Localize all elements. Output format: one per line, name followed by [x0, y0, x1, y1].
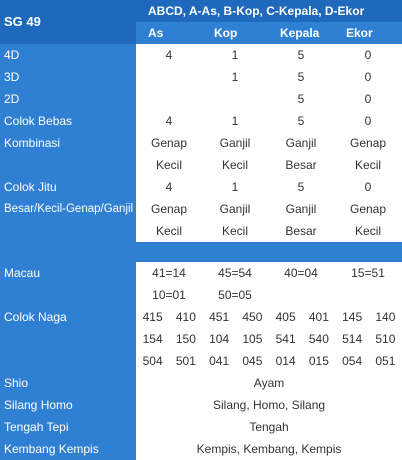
cell [136, 88, 202, 110]
cell: Kecil [202, 154, 268, 176]
naga-line-1 [136, 306, 402, 328]
cell: 40=04 [268, 262, 334, 284]
naga-number: 150 [175, 332, 196, 346]
cell [202, 88, 268, 110]
row-macau [0, 262, 402, 284]
naga-number: 045 [242, 354, 263, 368]
row-label: Colok Jitu [0, 176, 136, 198]
cell: 4 [136, 110, 202, 132]
cell: Kecil [136, 220, 202, 242]
cell [136, 66, 202, 88]
row-label: Macau [0, 262, 136, 306]
legend-text: ABCD, A-As, B-Kop, C-Kepala, D-Ekor [136, 0, 402, 22]
naga-number: 051 [375, 354, 396, 368]
row-label: Silang Homo [0, 394, 136, 416]
row-label: Besar/Kecil-Genap/Ganjil [0, 198, 136, 242]
row-kombinasi [0, 132, 402, 154]
page-title: SG 49 [0, 0, 136, 44]
col-header-ekor: Ekor [334, 22, 402, 44]
cell: 0 [334, 44, 402, 66]
cell: 0 [334, 110, 402, 132]
naga-number: 154 [142, 332, 163, 346]
divider [0, 242, 402, 262]
col-header-as: As [136, 22, 202, 44]
cell: 1 [202, 66, 268, 88]
cell: 5 [268, 44, 334, 66]
cell: 45=54 [202, 262, 268, 284]
cell: Genap [136, 198, 202, 220]
cell: 5 [268, 110, 334, 132]
cell: 5 [268, 66, 334, 88]
naga-number: 510 [375, 332, 396, 346]
cell: Besar [268, 154, 334, 176]
row-label: 2D [0, 88, 136, 110]
cell: Kecil [334, 154, 402, 176]
cell: Ganjil [202, 198, 268, 220]
naga-number: 410 [175, 310, 196, 324]
cell: 1 [202, 176, 268, 198]
cell: Ganjil [202, 132, 268, 154]
row-label: Kombinasi [0, 132, 136, 176]
row-label: Kembang Kempis [0, 438, 136, 460]
cell: 0 [334, 88, 402, 110]
cell [334, 284, 402, 306]
cell: Ganjil [268, 198, 334, 220]
col-header-kop: Kop [202, 22, 268, 44]
cell: 0 [334, 176, 402, 198]
naga-number: 450 [242, 310, 263, 324]
naga-number: 504 [142, 354, 163, 368]
row-colok-jitu [0, 176, 402, 198]
row-colok-naga [0, 306, 402, 328]
cell: 1 [202, 110, 268, 132]
naga-number: 104 [209, 332, 230, 346]
row-tengah-tepi [0, 416, 402, 438]
naga-number: 054 [342, 354, 363, 368]
header-row [0, 0, 402, 22]
tengah-tepi-value: Tengah [136, 416, 402, 438]
row-label: Shio [0, 372, 136, 394]
cell: 5 [268, 88, 334, 110]
naga-line-3 [136, 350, 402, 372]
naga-number: 514 [342, 332, 363, 346]
cell: Genap [136, 132, 202, 154]
naga-line-2 [136, 328, 402, 350]
row-2d [0, 88, 402, 110]
kembang-kempis-value: Kempis, Kembang, Kempis [136, 438, 402, 460]
naga-number: 401 [308, 310, 329, 324]
cell: Kecil [136, 154, 202, 176]
cell: 5 [268, 176, 334, 198]
row-label: Colok Bebas [0, 110, 136, 132]
spacer-row [0, 242, 402, 262]
naga-number: 015 [308, 354, 329, 368]
row-3d [0, 66, 402, 88]
row-label: Tengah Tepi [0, 416, 136, 438]
row-colok-bebas [0, 110, 402, 132]
row-label: 3D [0, 66, 136, 88]
row-bkgg [0, 198, 402, 220]
naga-number: 451 [209, 310, 230, 324]
naga-number: 140 [375, 310, 396, 324]
naga-number: 501 [175, 354, 196, 368]
naga-number: 041 [209, 354, 230, 368]
naga-number: 105 [242, 332, 263, 346]
cell: 50=05 [202, 284, 268, 306]
cell: Kecil [202, 220, 268, 242]
cell: 4 [136, 176, 202, 198]
row-kembang-kempis [0, 438, 402, 460]
naga-number: 145 [342, 310, 363, 324]
row-label: 4D [0, 44, 136, 66]
cell [268, 284, 334, 306]
cell: Ganjil [268, 132, 334, 154]
cell: Kecil [334, 220, 402, 242]
cell: Genap [334, 132, 402, 154]
row-shio [0, 372, 402, 394]
cell: 10=01 [136, 284, 202, 306]
silang-homo-value: Silang, Homo, Silang [136, 394, 402, 416]
naga-number: 014 [275, 354, 296, 368]
col-header-kepala: Kepala [268, 22, 334, 44]
cell: 0 [334, 66, 402, 88]
naga-number: 541 [275, 332, 296, 346]
cell: 15=51 [334, 262, 402, 284]
cell: Genap [334, 198, 402, 220]
row-silang-homo [0, 394, 402, 416]
naga-number: 405 [275, 310, 296, 324]
naga-number: 540 [308, 332, 329, 346]
cell: Besar [268, 220, 334, 242]
cell: 41=14 [136, 262, 202, 284]
row-4d [0, 44, 402, 66]
cell: 1 [202, 44, 268, 66]
shio-value: Ayam [136, 372, 402, 394]
cell: 4 [136, 44, 202, 66]
row-label: Colok Naga [0, 306, 136, 372]
naga-number: 415 [142, 310, 163, 324]
